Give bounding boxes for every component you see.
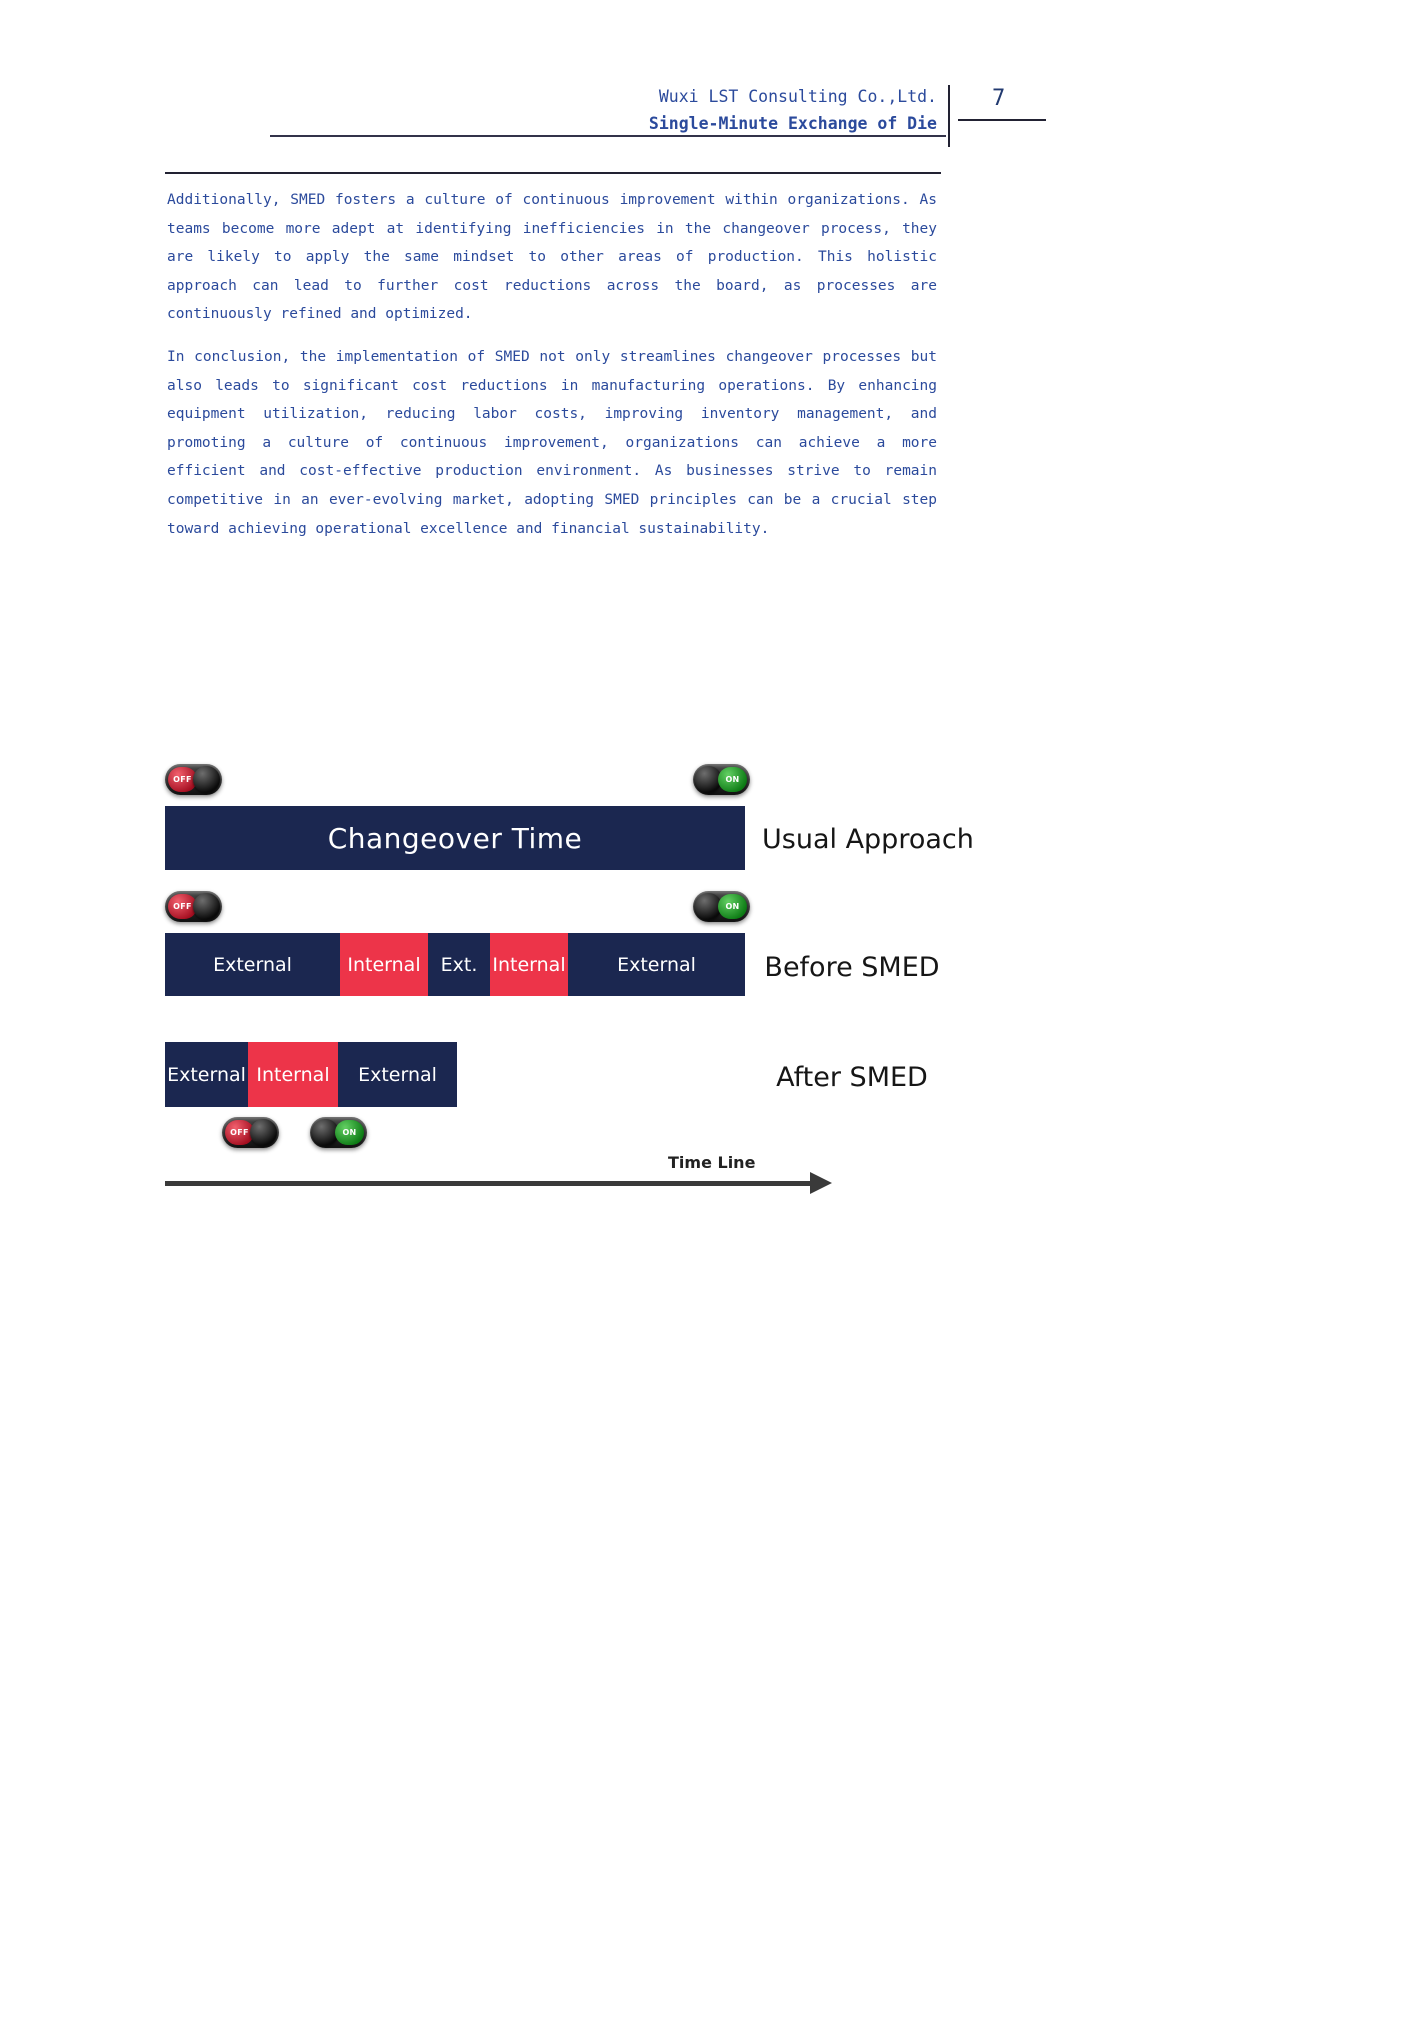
arrow-head-icon bbox=[810, 1172, 832, 1194]
arrow-line bbox=[165, 1181, 810, 1186]
toggle-off-icon bbox=[222, 1117, 279, 1148]
toggle-on-icon bbox=[693, 764, 750, 795]
company-name: Wuxi LST Consulting Co.,Ltd. bbox=[658, 87, 937, 106]
toggle-off-icon bbox=[165, 764, 222, 795]
caption-before-smed: Before SMED bbox=[764, 952, 940, 983]
toggle-on-icon bbox=[693, 891, 750, 922]
timeline-arrow bbox=[165, 1172, 833, 1194]
segment-internal: Internal bbox=[248, 1042, 338, 1107]
segment-internal: Internal bbox=[490, 933, 568, 996]
toggle-on-label: ON bbox=[335, 1120, 364, 1145]
segment-internal: Internal bbox=[340, 933, 428, 996]
segment-external: External bbox=[165, 1042, 248, 1107]
timeline-label: Time Line bbox=[668, 1153, 756, 1172]
segment-external: External bbox=[338, 1042, 457, 1107]
toggle-off-label: OFF bbox=[225, 1120, 254, 1145]
toggle-knob-icon bbox=[193, 766, 220, 793]
toggle-off-icon bbox=[165, 891, 222, 922]
toggle-off-label: OFF bbox=[168, 894, 197, 919]
changeover-time-bar bbox=[165, 806, 745, 870]
caption-after-smed: After SMED bbox=[776, 1062, 928, 1093]
segment-external: Ext. bbox=[428, 933, 490, 996]
caption-usual-approach: Usual Approach bbox=[762, 824, 974, 855]
toggle-off-label: OFF bbox=[168, 767, 197, 792]
toggle-on-label: ON bbox=[718, 894, 747, 919]
changeover-time-label: Changeover Time bbox=[327, 821, 583, 855]
paragraph: Additionally, SMED fosters a culture of continuous improvement within organizations. As teams become more adept at identifying inefficiencies in the changeover process, they are likely to apply the same mindset to other areas of production. This holistic approach can lead to further cost reductions across the board, as processes are continuously refined and optimized. bbox=[167, 192, 937, 323]
doc-title: Single-Minute Exchange of Die bbox=[648, 114, 937, 133]
before-smed-bar bbox=[165, 933, 745, 996]
toggle-on-label: ON bbox=[718, 767, 747, 792]
toggle-knob-icon bbox=[193, 893, 220, 920]
paragraph: In conclusion, the implementation of SMED not only streamlines changeover processes but also leads to significant cost reductions in manufacturing operations. By enhancing equipment utilization, reducing labor costs, improving inventory management, and promoting a culture of continuous improvement, organizations can achieve a more efficient and cost-effective production environment. As businesses strive to remain competitive in an ever-evolving market, adopting SMED principles can be a crucial step toward achieving operational excellence and financial sustainability. bbox=[167, 348, 937, 537]
after-smed-bar bbox=[165, 1042, 457, 1107]
segment-external: External bbox=[165, 933, 340, 996]
toggle-knob-icon bbox=[250, 1119, 277, 1146]
toggle-on-icon bbox=[310, 1117, 367, 1148]
segment-external: External bbox=[568, 933, 745, 996]
page-number: 7 bbox=[992, 86, 1006, 111]
